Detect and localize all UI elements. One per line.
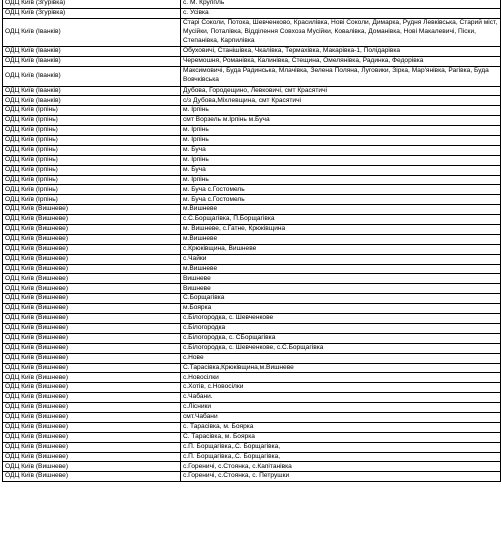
places-cell: с.Лісники	[181, 403, 501, 413]
places-cell: с.Гореничі, с.Стоянка, с. Петрушки	[181, 472, 501, 482]
table-row	[3, 403, 501, 413]
table-row	[3, 432, 501, 442]
places-cell: с. Тарасівка, м. Боярка	[181, 422, 501, 432]
office-cell: ОДЦ Київ (Вишневе)	[3, 472, 181, 482]
places-cell: Максимовичі, Буда Радинська, Млачівка, Зелена Поляна, Луговики, Зірка, Мар'янівка, Рагівка, Буда Вовчківська	[181, 66, 501, 86]
office-cell: ОДЦ Київ (Вишневе)	[3, 264, 181, 274]
office-cell: ОДЦ Київ (Вишневе)	[3, 254, 181, 264]
table-row	[3, 442, 501, 452]
places-cell: м. Ірпінь	[181, 106, 501, 116]
places-cell: м. Ірпінь	[181, 155, 501, 165]
table-row	[3, 136, 501, 146]
office-cell: ОДЦ Київ (Іванків)	[3, 86, 181, 96]
table-row	[3, 175, 501, 185]
table-row	[3, 126, 501, 136]
table-row	[3, 205, 501, 215]
office-cell: ОДЦ Київ (Вишневе)	[3, 314, 181, 324]
places-cell: С.Тарасівка,Крюківщина,м.Вишневе	[181, 363, 501, 373]
table-row	[3, 333, 501, 343]
office-cell: ОДЦ Київ (Вишневе)	[3, 462, 181, 472]
office-cell: ОДЦ Київ (Вишневе)	[3, 333, 181, 343]
table-row	[3, 393, 501, 403]
table-body	[3, 0, 501, 482]
table-row	[3, 383, 501, 393]
table-row	[3, 422, 501, 432]
office-cell: ОДЦ Київ (Вишневе)	[3, 452, 181, 462]
table-row	[3, 155, 501, 165]
places-cell: с. Усівка	[181, 8, 501, 18]
office-cell: ОДЦ Київ (Вишневе)	[3, 373, 181, 383]
places-cell: м. Буча с.Гостомель	[181, 195, 501, 205]
places-cell: с. М. Круппль	[181, 0, 501, 8]
places-cell: с.Білогородка, с. СБорщагівка	[181, 333, 501, 343]
places-cell: с.Нове	[181, 353, 501, 363]
places-cell: м.Вишневе	[181, 234, 501, 244]
office-cell: ОДЦ Київ (Вишневе)	[3, 442, 181, 452]
office-cell: ОДЦ Київ (Вишневе)	[3, 205, 181, 215]
table-row	[3, 225, 501, 235]
places-cell: с.П. Борщагівка,.С. Борщагівка,	[181, 452, 501, 462]
office-cell: ОДЦ Київ (Вишневе)	[3, 343, 181, 353]
places-cell: м. Ірпінь	[181, 136, 501, 146]
office-cell: ОДЦ Київ (Іванків)	[3, 96, 181, 106]
table-row	[3, 96, 501, 106]
table-row	[3, 254, 501, 264]
office-cell: ОДЦ Київ (Вишневе)	[3, 225, 181, 235]
table-row	[3, 234, 501, 244]
office-cell: ОДЦ Київ (Згурівка)	[3, 8, 181, 18]
table-row	[3, 8, 501, 18]
office-cell: ОДЦ Київ (Ірпінь)	[3, 165, 181, 175]
places-cell: м.Вишневе	[181, 205, 501, 215]
table-row	[3, 86, 501, 96]
table-row	[3, 472, 501, 482]
office-cell: ОДЦ Київ (Ірпінь)	[3, 136, 181, 146]
office-cell: ОДЦ Київ (Вишневе)	[3, 274, 181, 284]
places-cell: Дубова, Городещино, Левковичі, смт Красятичі	[181, 86, 501, 96]
table-row	[3, 412, 501, 422]
places-cell: смт.Чабани	[181, 412, 501, 422]
places-cell: с.Новосілки	[181, 373, 501, 383]
office-cell: ОДЦ Київ (Ірпінь)	[3, 116, 181, 126]
table-row	[3, 244, 501, 254]
office-cell: ОДЦ Київ (Ірпінь)	[3, 145, 181, 155]
table-row	[3, 46, 501, 56]
table-row	[3, 314, 501, 324]
office-cell: ОДЦ Київ (Вишневе)	[3, 422, 181, 432]
table-row	[3, 18, 501, 46]
office-cell: ОДЦ Київ (Вишневе)	[3, 234, 181, 244]
places-cell: с.Хотів, с.Новосілки	[181, 383, 501, 393]
table-row	[3, 304, 501, 314]
office-cell: ОДЦ Київ (Іванків)	[3, 18, 181, 46]
office-cell: ОДЦ Київ (Вишневе)	[3, 353, 181, 363]
office-cell: ОДЦ Київ (Вишневе)	[3, 294, 181, 304]
table-row	[3, 56, 501, 66]
table-row	[3, 363, 501, 373]
office-cell: ОДЦ Київ (Вишневе)	[3, 383, 181, 393]
table-row	[3, 116, 501, 126]
table-row	[3, 145, 501, 155]
places-cell: м. Вишневе, с.Гатне, Крюківщина	[181, 225, 501, 235]
table-row	[3, 185, 501, 195]
places-cell: с.Чайки	[181, 254, 501, 264]
office-cell: ОДЦ Київ (Ірпінь)	[3, 185, 181, 195]
table-row	[3, 452, 501, 462]
table-row	[3, 264, 501, 274]
places-cell: с/з Дубова,Міхлевщина, смт Красятичі	[181, 96, 501, 106]
places-cell: м. Буча с.Гостомель	[181, 185, 501, 195]
table-row	[3, 294, 501, 304]
schedule-table	[2, 0, 501, 482]
places-cell: м.Боярка	[181, 304, 501, 314]
table-row	[3, 323, 501, 333]
places-cell: Черемошня, Романівка, Калинівка, Стещина, Омелянівка, Радинка, Федорівка	[181, 56, 501, 66]
places-cell: м.Вишневе	[181, 264, 501, 274]
places-cell: с.Крюківщина, Вишневе	[181, 244, 501, 254]
office-cell: ОДЦ Київ (Ірпінь)	[3, 195, 181, 205]
office-cell: ОДЦ Київ (Вишневе)	[3, 304, 181, 314]
office-cell: ОДЦ Київ (Іванків)	[3, 66, 181, 86]
table-row	[3, 215, 501, 225]
office-cell: ОДЦ Київ (Вишневе)	[3, 363, 181, 373]
places-cell: с.Білогородка, с. Шевченкове, с.С.Борщагівка	[181, 343, 501, 353]
places-cell: м. Буча	[181, 145, 501, 155]
places-cell: С. Тарасівка, м. Боярка	[181, 432, 501, 442]
places-cell: м. Ірпінь	[181, 126, 501, 136]
table-row	[3, 284, 501, 294]
places-cell: Обуховичі, Станішівка, Чкалівка, Термахівка, Макарівка-1, Полідарівка	[181, 46, 501, 56]
office-cell: ОДЦ Київ (Вишневе)	[3, 323, 181, 333]
table-row	[3, 462, 501, 472]
places-cell: м. Ірпінь	[181, 175, 501, 185]
table-row	[3, 106, 501, 116]
places-cell: с.Чабани.	[181, 393, 501, 403]
office-cell: ОДЦ Київ (Ірпінь)	[3, 126, 181, 136]
office-cell: ОДЦ Київ (Ірпінь)	[3, 175, 181, 185]
office-cell: ОДЦ Київ (Ірпінь)	[3, 106, 181, 116]
places-cell: с.Білогородка	[181, 323, 501, 333]
places-cell: с.Білогородка, с. Шевченкове	[181, 314, 501, 324]
office-cell: ОДЦ Київ (Вишневе)	[3, 412, 181, 422]
places-cell: Старі Соколи, Потока, Шевченково, Красилівка, Нові Соколи, Димарка, Рудня Левківська, Старий міст, Мусійки, Поталівка, Відділення Совхоза Мусійки, Ковалівка, Доманівка, Нові Макалевичі, Піски, Степанівка, Карпилівка	[181, 18, 501, 46]
table-row	[3, 373, 501, 383]
table-row	[3, 165, 501, 175]
places-cell: с.С.Борщагівка, П.Борщагівка	[181, 215, 501, 225]
places-cell: С.Борщагівка	[181, 294, 501, 304]
places-cell: м. Буча	[181, 165, 501, 175]
places-cell: Вишневе	[181, 274, 501, 284]
office-cell: ОДЦ Київ (Вишневе)	[3, 393, 181, 403]
places-cell: с.Гореничі, с.Стоянка, с.Капітанівка	[181, 462, 501, 472]
office-cell: ОДЦ Київ (Іванків)	[3, 56, 181, 66]
office-cell: ОДЦ Київ (Іванків)	[3, 46, 181, 56]
places-cell: смт Ворзель м.Ірпінь м.Буча	[181, 116, 501, 126]
table-row	[3, 66, 501, 86]
table-row	[3, 195, 501, 205]
office-cell: ОДЦ Київ (Вишневе)	[3, 244, 181, 254]
office-cell: ОДЦ Київ (Згурівка)	[3, 0, 181, 8]
places-cell: Вишневе	[181, 284, 501, 294]
office-cell: ОДЦ Київ (Ірпінь)	[3, 155, 181, 165]
office-cell: ОДЦ Київ (Вишневе)	[3, 403, 181, 413]
table-row	[3, 343, 501, 353]
places-cell: с.П. Борщагівка,.С. Борщагівка,	[181, 442, 501, 452]
table-row	[3, 353, 501, 363]
office-cell: ОДЦ Київ (Вишневе)	[3, 215, 181, 225]
table-row	[3, 0, 501, 8]
office-cell: ОДЦ Київ (Вишневе)	[3, 284, 181, 294]
table-row	[3, 274, 501, 284]
office-cell: ОДЦ Київ (Вишневе)	[3, 432, 181, 442]
